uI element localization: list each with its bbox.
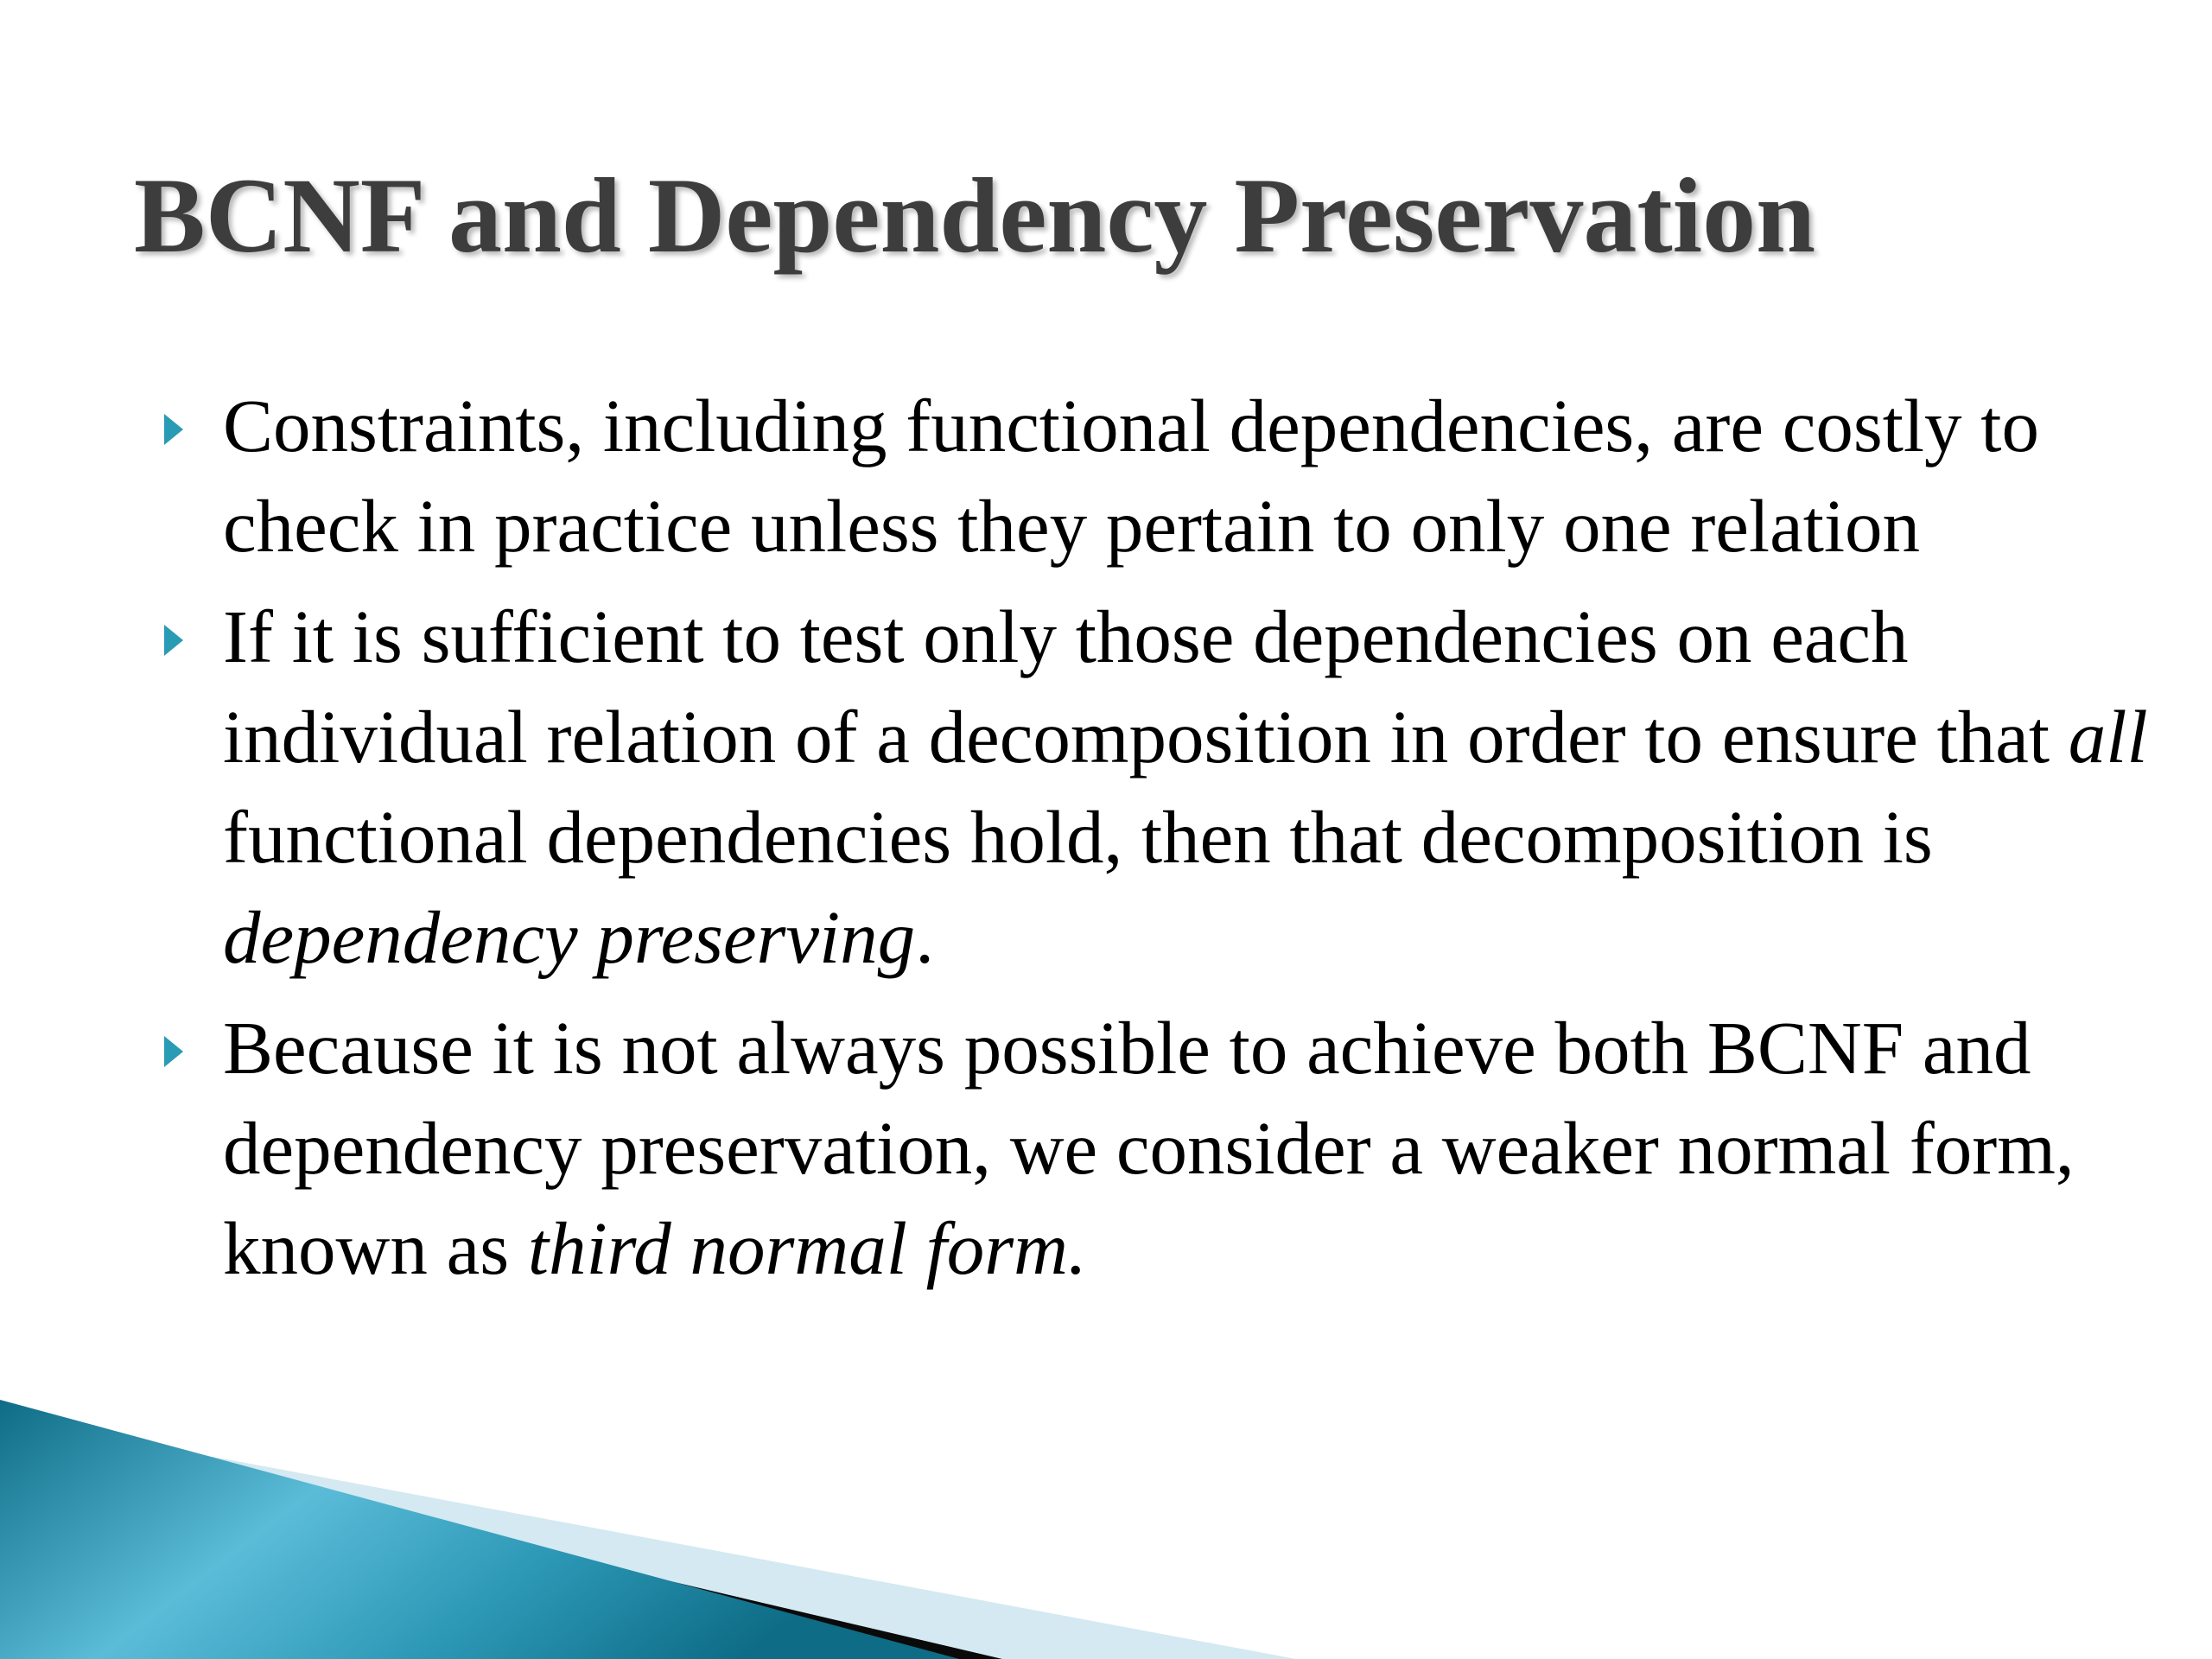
triangle-right-icon (164, 414, 183, 445)
bullet-text-part: Because it is not always possible to achieve both BCNF and dependency preservation, we consider a weaker normal form, known as (223, 1006, 2075, 1290)
triangle-right-icon (164, 625, 183, 656)
bullet-text-emphasis: dependency preserving (223, 895, 916, 979)
bullet-item (164, 376, 2152, 576)
bullet-text-part: If it is sufficient to test only those dependencies on each individual relation of a decomposition in order to ensure that (223, 594, 2069, 779)
bullet-text-emphasis: third normal form. (527, 1206, 1087, 1290)
bullet-text (223, 384, 2039, 568)
bullet-item (164, 998, 2152, 1299)
bullet-text (223, 594, 2148, 979)
corner-teal-band (0, 1400, 959, 1659)
slide-title: BCNF and Dependency Preservation (134, 156, 1816, 275)
bullet-text (223, 1006, 2075, 1290)
bullet-list (164, 376, 2152, 1309)
bullet-text-part: . (915, 895, 934, 979)
triangle-right-icon (164, 1036, 183, 1067)
bullet-text-emphasis: all (2068, 695, 2148, 779)
bullet-item (164, 587, 2152, 988)
bullet-text-part: functional dependencies hold, then that decomposition is (223, 795, 1933, 879)
bullet-text-part: Constraints, including functional dependencies, are costly to check in practice unless they pertain to only one relation (223, 384, 2039, 568)
